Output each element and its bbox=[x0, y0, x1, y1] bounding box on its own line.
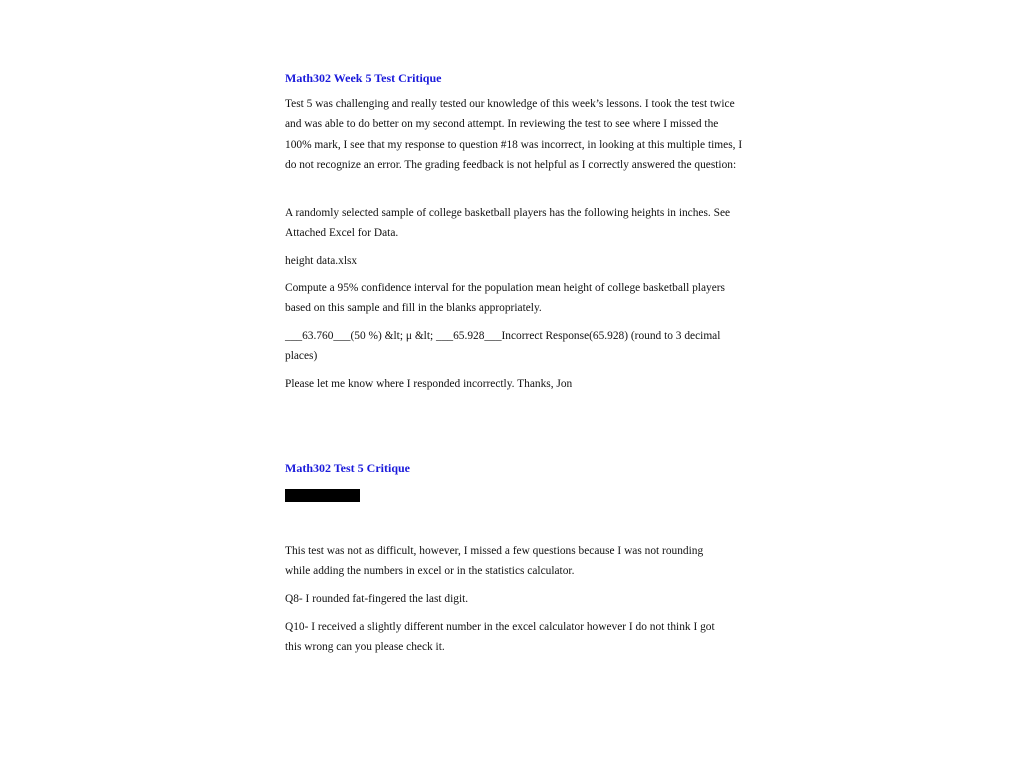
redacted-block bbox=[285, 489, 360, 502]
section1-instruction: Compute a 95% confidence interval for the population mean height of college basketball players based on this sample and fill in the blanks appropriately. bbox=[285, 282, 725, 315]
section2-q8: Q8- I rounded fat-fingered the last digit. bbox=[285, 593, 469, 605]
section2-q10: Q10- I received a slightly different number in the excel calculator however I do not think I got this wrong can you please check it. bbox=[285, 621, 715, 654]
section2-title: Math302 Test 5 Critique bbox=[285, 461, 411, 475]
section1-response: ___63.760___(50 %) &lt; μ &lt; ___65.928___Incorrect Response(65.928) (round to 3 decimal places) bbox=[285, 330, 721, 363]
section2-body: This test was not as difficult, however, I missed a few questions because I was not rounding while adding the numbers in excel or in the statistics calculator. bbox=[285, 545, 704, 578]
section1-closing: Please let me know where I responded incorrectly. Thanks, Jon bbox=[285, 378, 573, 390]
section1-intro: Test 5 was challenging and really tested our knowledge of this week’s lessons. I took the test twice and was able to do better on my second attempt. In reviewing the test to see where I missed the 100% mark, I see that my response to question #18 was incorrect, in looking at this multiple times, I do not recognize an error. The grading feedback is not helpful as I correctly answered the question: bbox=[285, 98, 743, 172]
section1-question: A randomly selected sample of college basketball players has the following heights in inches. See Attached Excel for Data. bbox=[285, 207, 731, 240]
attachment-filename: height data.xlsx bbox=[285, 255, 358, 267]
section1-title: Math302 Week 5 Test Critique bbox=[285, 71, 442, 85]
